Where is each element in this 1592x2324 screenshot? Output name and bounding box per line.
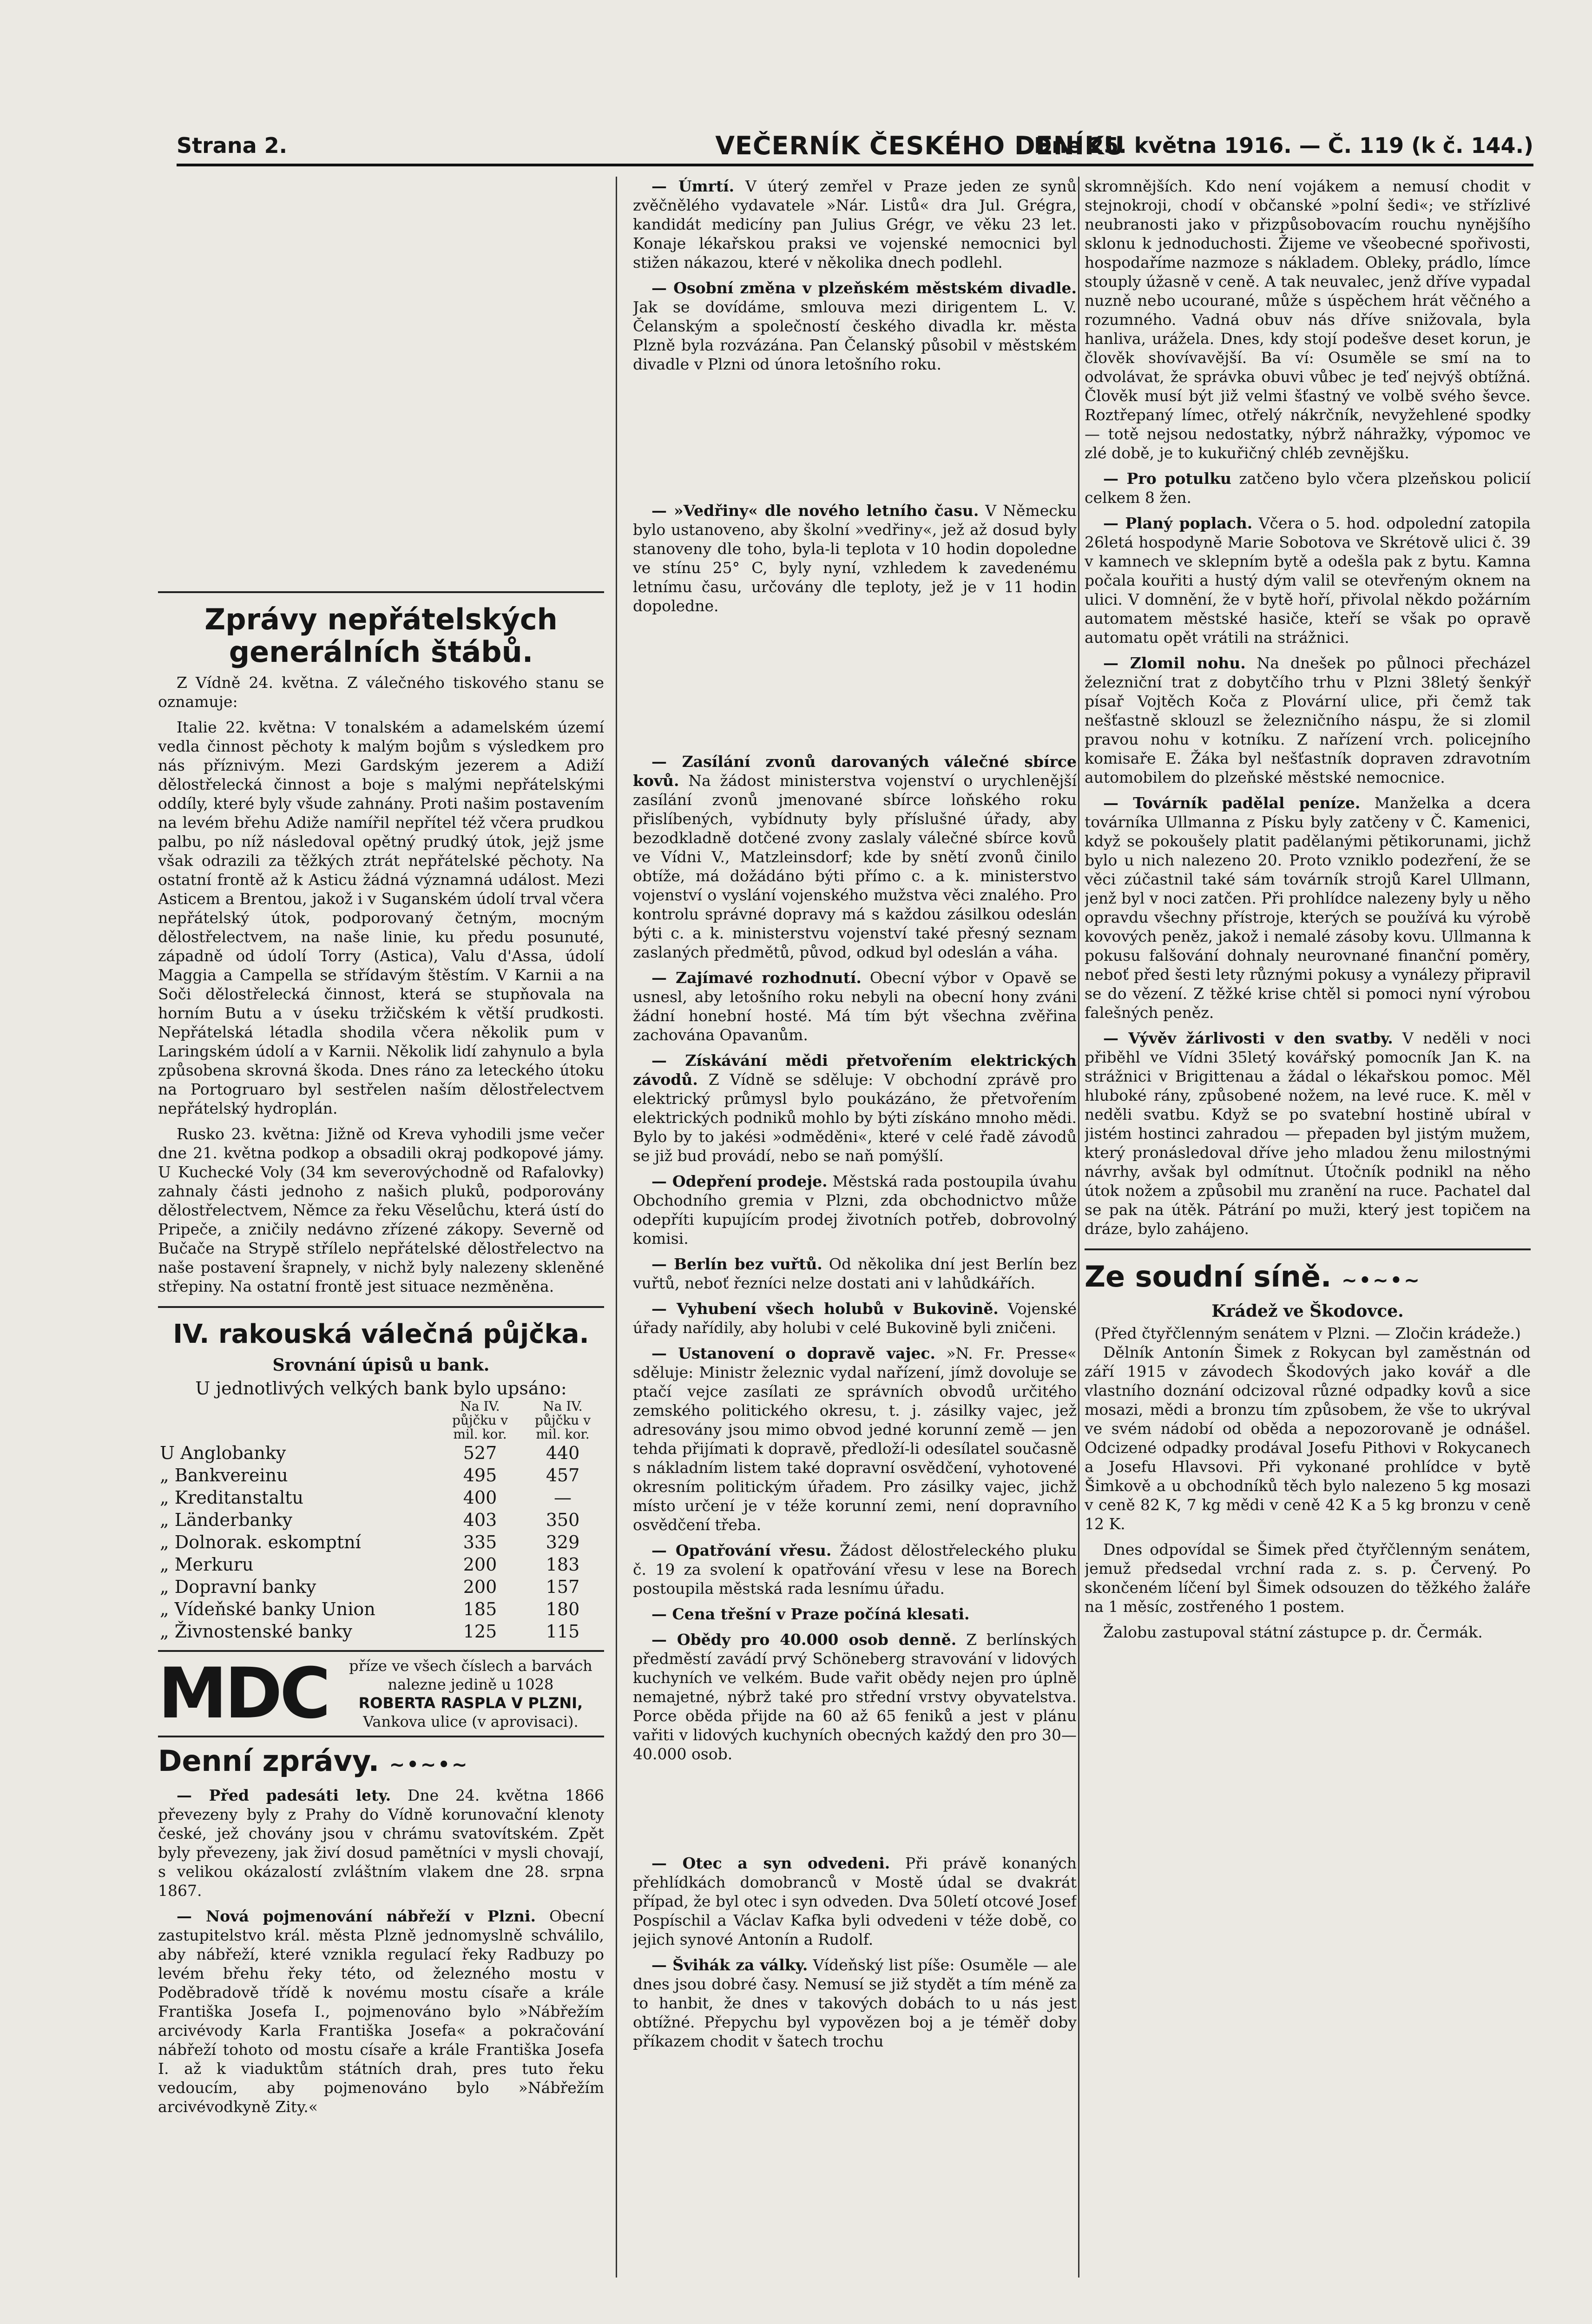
table-intro: U jednotlivých velkých bank bylo upsáno: bbox=[195, 1378, 567, 1399]
value-b: 180 bbox=[546, 1599, 580, 1619]
section-title: Ze soudní síně. ~•~•~ bbox=[1085, 1260, 1421, 1294]
paragraph: — Planý poplach. Včera o 5. hod. odpolední zatopila 26letá hospodyně Marie Sobotova ve Skrétově ulici č. 39 v kamnech ve sklepním bytě a odešla pak z bytu. Kamna počala kouřiti a hustý dým valil se otevřeným oknem na ulici. V domnění, že v bytě hoří, přivolal někdo požárním automatem městské hasiče, kteří se však po opravě automatu opět vrátili na strážnici. bbox=[1085, 514, 1531, 647]
column-rule-2 bbox=[1078, 177, 1079, 2278]
table-row bbox=[158, 1598, 604, 1620]
paragraph: Dělník Antonín Šimek z Rokycan byl zaměstnán od září 1915 v závodech Škodových jako kovář a dle vlastního doznání odcizoval různé odpadky kovů a sice mosazi, mědi a bronzu tím způsobem, že vše to ukrýval ve svém nádobí od oběda a nepozorovaně je odnášel. Odcizené odpadky prodával Josefu Pithovi v Rokycanech a Josefu Hlavsovi. Při vykonané prohlídce v bytě Šimkově a u obchodníků těch bylo nalezeno 5 kg mosazi v ceně 82 K, 7 kg mědi v ceně 42 K a 5 kg bronzu v ceně 12 K. bbox=[1085, 1343, 1531, 1533]
paragraph: — Vývěv žárlivosti v den svatby. V neděli v noci přiběhl ve Vídni 35letý kovářský pomocník Jan K. na strážnici v Brigittenau a žádal o lékařskou pomoc. Měl hluboké rány, způsobené nožem, na levé ruce. K. měl v neděli svatbu. Když se po svatební hostině ubíral v jistém hostinci zahradou — přepaden byl jistým mužem, který pronásledoval dříve jeho mladou ženu milostnými návrhy, avšak byl odmítnut. Útočník podnikl na něho útok nožem a způsobil mu zranění na ruce. Pachatel dal se pak na útěk. Pátrání po muži, který jest topičem na dráze, bylo zahájeno. bbox=[1085, 1029, 1531, 1238]
ornament-icon: ~•~•~ bbox=[1342, 1270, 1421, 1291]
bank-name: „ Bankvereinu bbox=[160, 1465, 288, 1486]
loans-table bbox=[158, 1399, 604, 1643]
blank-area bbox=[158, 177, 604, 581]
value-b: 115 bbox=[546, 1621, 580, 1642]
table-row bbox=[158, 1486, 604, 1509]
value-b: 157 bbox=[546, 1577, 580, 1597]
column-header: Na IV. půjčku v mil. kor. bbox=[452, 1399, 508, 1442]
value-a: 400 bbox=[463, 1487, 497, 1508]
ad-line: příze ve všech číslech a barvách nalezne jedině u 1028 bbox=[349, 1657, 592, 1693]
table-row bbox=[158, 1620, 604, 1643]
divider bbox=[158, 1306, 604, 1308]
paragraph: — Zasílání zvonů darovaných válečné sbírce kovů. Na žádost ministerstva vojenství o urychlenější zasílání zvonů jmenované sbírce loňského roku přislíbených, vybídnuty byly příslušné úřady, aby bezodkladně dotčené zvony zaslaly válečné sbírce kovů ve Vídni V., Matzleinsdorf; kde by snětí zvonů činilo obtíže, má dožádáno býti přímo c. a k. ministerstvo vojenství o vyslání vojenského mužstva věci znalého. Pro kontrolu správné dopravy má s každou zásilkou odeslán býti c. a k. ministerstvu vojenství také přesný seznam zaslaných předmětů, původ, odkud byl odeslán a váha. bbox=[633, 753, 1077, 961]
blank-area bbox=[633, 380, 1077, 501]
paragraph: — Otec a syn odvedeni. Při právě konaných přehlídkách domobranců v Mostě údal se dvakrát případ, že byl otec i syn odveden. Dva 50letí otcové Josef Pospíschil a Václav Kafka byli odvedeni v téže době, co jejich synové Antonín a Rudolf. bbox=[633, 1854, 1077, 1948]
article-soud bbox=[1085, 1261, 1531, 1642]
column-2 bbox=[633, 177, 1077, 2291]
paragraph: — Vyhubení všech holubů v Bukovině. Vojenské úřady nařídily, aby holubi v celé Bukovině byli zničeni. bbox=[633, 1300, 1077, 1337]
value-a: 185 bbox=[463, 1599, 497, 1619]
paragraph: Dnes odpovídal se Šimek před čtyřčlenným senátem, jemuž předsedal vrchní rada z. s. p. Červený. Po skončeném líčení byl Šimek odsouzen do těžkého žaláře na 1 měsíc, zostřeného 1 postem. bbox=[1085, 1540, 1531, 1616]
bank-name: „ Merkuru bbox=[160, 1554, 254, 1575]
value-b: — bbox=[554, 1487, 572, 1508]
value-a: 527 bbox=[463, 1443, 497, 1463]
paragraph: Italie 22. května: V tonalském a adamelském území vedla činnost pěchoty k malým bojům s výsledkem pro nás příznivým. Mezi Gardským jezerem a Adiží dělostřelecká činnost a boje s malými nepřátelskými oddíly, které byly všude zahnány. Proti našim postavením na levém břehu Adiže namířil nepřítel též včera prudkou palbu, po níž následoval opětný prudký útok, jejž jsme však odrazili za těžkých ztrát nepřátelské pěchoty. Na ostatní frontě až k Asticu žádná významná událost. Mezi Asticem a Brentou, jakož i v Suganském údolí trval včera nepřátelský útok, podporovaný četným, mocným dělostřelectvem, na naše linie, ku předu posunuté, západně od údolí Torry (Astica), Valu d'Assa, údolí Maggia a Campella se střídavým štěstím. V Karnii a na Soči dělostřelecká činnost, která se stupňovala na horním Butu a v úseku tržičském k větší prudkosti. Nepřátelská létadla shodila včera několik pum v Laringském údolí a v Karnii. Několik lidí zahynulo a byla způsobena skrovná škoda. Dnes ráno za leteckého útoku na Portogruaro byl sestřelen naším dělostřelectvem nepřátelský hydroplán. bbox=[158, 718, 604, 1117]
table-row bbox=[158, 1509, 604, 1531]
divider bbox=[1085, 1248, 1531, 1250]
newspaper-title: VEČERNÍK ČESKÉHO DENÍKU bbox=[715, 131, 1125, 160]
paragraph: — Zajímavé rozhodnutí. Obecní výbor v Opavě se usnesl, aby letošního roku nebyli na obecní hony zváni žádní honební hosté. Má tím být všechna zvěřina zachována Opavanům. bbox=[633, 969, 1077, 1044]
paragraph: — Před padesáti lety. Dne 24. května 1866 převezeny byly z Prahy do Vídně korunovační klenoty české, jež chovány jsou v chrámu svatovítském. Zpět byly převezeny, jak živí dosud pamětníci v mysli chovají, s velikou okázalostí zvláštním vlakem dne 28. srpna 1867. bbox=[158, 1786, 604, 1900]
issue-date: Dne 25. května 1916. — Č. 119 (k č. 144.) bbox=[1034, 133, 1533, 158]
table-row bbox=[158, 1576, 604, 1598]
ornament-icon: ~•~•~ bbox=[389, 1754, 469, 1776]
article-subtitle: Krádež ve Škodovce. bbox=[1211, 1301, 1404, 1321]
article-subtitle: Srovnání úpisů u bank. bbox=[272, 1355, 490, 1375]
table-row bbox=[158, 1553, 604, 1576]
value-a: 403 bbox=[463, 1510, 497, 1530]
paragraph: — Zlomil nohu. Na dnešek po půlnoci přecházel železniční trat z dobytčího trhu v Plzni 38letý šenkýř písař Vojtěch Koča z Plovární ulice, při čemž tak nešťastně sklouzl se železničního náspu, že si zlomil pravou nohu v kotníku. Z nařízení vrch. policejního komisaře E. Žáka byl nešťastník dopraven zdravotním automobilem do plzeňské městské nemocnice. bbox=[1085, 654, 1531, 786]
value-a: 125 bbox=[463, 1621, 497, 1642]
value-b: 350 bbox=[546, 1510, 580, 1530]
value-b: 329 bbox=[546, 1532, 580, 1552]
paragraph: — Berlín bez vuřtů. Od několika dní jest Berlín bez vuřtů, neboť řezníci nelze dostati ani v lahůdkářích. bbox=[633, 1255, 1077, 1292]
page-header bbox=[177, 131, 1533, 166]
bank-name: U Anglobanky bbox=[160, 1443, 286, 1463]
paragraph: — Nová pojmenování nábřeží v Plzni. Obecní zastupitelstvo král. města Plzně jednomyslně schválilo, aby nábřeží, které vznikla regulací řeky Radbuzy po levém břehu řeky této, od železného mostu v Poděbradově třídě k novému mostu císaře a krále Františka Josefa I., pojmenováno bylo »Nábřežím arcivévody Karla Františka Josefa« a pokračování nábřeží tohoto od mostu císaře a krále Františka Josefa I. až k viaduktům státních drah, pres tuto řeku vedoucím, aby pojmenováno bylo »Nábřežím arcivévodkyně Zity.« bbox=[158, 1907, 604, 2116]
court-note: (Před čtyřčlenným senátem v Plzni. — Zločin krádeže.) bbox=[1094, 1324, 1521, 1342]
paragraph: — Odepření prodeje. Městská rada postoupila úvahu Obchodního gremia v Plzni, zda obchodnictvo může odepříti kupujícím prodej životních potřeb, dobrovolný komisi. bbox=[633, 1172, 1077, 1248]
blank-area bbox=[633, 622, 1077, 752]
paragraph: Rusko 23. května: Jižně od Kreva vyhodili jsme večer dne 21. května podkop a obsadili okraj podkopové jámy. U Kuchecké Voly (34 km severovýchodně od Rafalovky) zahnaly části jednoho z našich pluků, podporovány dělostřelectvem, Němce za řeku Věselůchu, která ústí do Pripeče, a zničily nedávno zřízené zákopy. Severně od Bučače na Strypě střílelo nepřátelské dělostřelectvo na naše postavení šrapnely, v nichž byly nalezeny skleněné střepiny. Na ostatní frontě jest situace nezměněna. bbox=[158, 1125, 604, 1295]
value-a: 200 bbox=[463, 1554, 497, 1575]
bank-name: „ Dolnorak. eskomptní bbox=[160, 1532, 361, 1552]
paragraph: — Továrník padělal peníze. Manželka a dcera továrníka Ullmanna z Písku byly zatčeny v Č. Kamenici, když se pokoušely platit padělanými pětikorunami, jichž bylo u nich nalezeno 20. Proto vzniklo podezření, že se věci zúčastnil také sám továrník strojů Karel Ullmann, jenž byl v noci zatčen. Při prohlídce nalezeny byly u něho opravdu všechny přístroje, kterých se používá ku výrobě kovových peněz, jakož i nemalé zásoby kovu. Ullmanna k pokusu falšování dohnaly neurovnané finanční poměry, neboť před šesti lety různými pokusy a vynálezy připravil se do vězení. Z těžké krise chtěl si pomoci nyní výrobou falešných peněz. bbox=[1085, 794, 1531, 1022]
bank-name: „ Länderbanky bbox=[160, 1510, 293, 1530]
section-title: Denní zprávy. ~•~•~ bbox=[158, 1744, 469, 1778]
article-title: IV. rakouská válečná půjčka. bbox=[173, 1319, 589, 1349]
advertisement bbox=[158, 1650, 604, 1737]
value-a: 335 bbox=[463, 1532, 497, 1552]
ad-line: Vankova ulice (v aprovisaci). bbox=[363, 1713, 579, 1730]
ad-line: ROBERTA RASPLA V PLZNI, bbox=[358, 1694, 583, 1712]
paragraph: Žalobu zastupoval státní zástupce p. dr. Čermák. bbox=[1103, 1623, 1483, 1641]
column-3 bbox=[1085, 177, 1531, 2291]
bank-name: „ Vídeňské banky Union bbox=[160, 1599, 375, 1619]
article-title: Zprávy nepřátelských generálních štábů. bbox=[204, 602, 558, 669]
table-row bbox=[158, 1442, 604, 1464]
paragraph: — Obědy pro 40.000 osob denně. Z berlínských předměstí zavádí prvý Schöneberg stravování v lidových kuchyních ve velkém. Bude vařit obědy nejen pro úplně nemajetné, nýbrž také pro střední vrstvy obyvatelstva. Porce oběda přijde na 60 až 65 feniků a jest v plánu vařiti v lidových kuchyních obecných každý den pro 30—40.000 osob. bbox=[633, 1631, 1077, 1763]
ad-text bbox=[337, 1657, 604, 1731]
paragraph: — Získávání mědi přetvořením elektrických závodů. Z Vídně se sděluje: V obchodní zprávě pro elektrický průmysl bylo poukázáno, že přetvořením elektrických podniků mohlo by býti získáno mnoho mědi. Bylo by to jakési »odměděni«, které v celé řadě závodů se již bud provádí, nebo se naň pomýšlí. bbox=[633, 1051, 1077, 1165]
value-a: 495 bbox=[463, 1465, 497, 1486]
paragraph: Z Vídně 24. května. Z válečného tiskového stanu se oznamuje: bbox=[158, 673, 604, 711]
table-row bbox=[158, 1464, 604, 1486]
bank-name: „ Kreditanstaltu bbox=[160, 1487, 304, 1508]
table-header-row bbox=[158, 1399, 604, 1442]
article-denni-zpravy bbox=[158, 1745, 604, 2116]
paragraph: — Cena třešní v Praze počíná klesati. bbox=[651, 1605, 970, 1623]
page-number: Strana 2. bbox=[177, 133, 288, 158]
paragraph: — Ustanovení o dopravě vajec. »N. Fr. Presse« sděluje: Ministr železnic vydal nařízení, jímž dovoluje se ptačí vejce zasílati ze správních obvodů určitého zemského politického okresu, t. j. zásilky vajec, jež adresovány jsou mimo obvod jedné korunní země — jen tehda přijímati k dopravě, předloží-li odesílatel současně s nákladním listem také dopravní osvědčení, vyhotovené okresním politickým úřadem. Pro zásilky vajec, jichž místo určení je v téže korunní zemi, není dopravního osvědčení třeba. bbox=[633, 1344, 1077, 1534]
divider bbox=[158, 591, 604, 593]
paragraph: — Pro potulku zatčeno bylo včera plzeňskou policií celkem 8 žen. bbox=[1085, 469, 1531, 507]
article-pujcka bbox=[158, 1318, 604, 1643]
bank-name: „ Dopravní banky bbox=[160, 1577, 316, 1597]
paragraph: — Úmrtí. V úterý zemřel v Praze jeden ze synů zvěčnělého vydavatele »Nár. Listů« dra Jul. Grégra, kandidát medicíny pan Julius Grégr, ve věku 23 let. Konaje lékařskou praksi ve vojenské nemocnici byl stižen nákazou, které v několika dnech podlehl. bbox=[633, 177, 1077, 271]
blank-area bbox=[633, 1770, 1077, 1854]
value-b: 183 bbox=[546, 1554, 580, 1575]
value-b: 440 bbox=[546, 1443, 580, 1463]
value-a: 200 bbox=[463, 1577, 497, 1597]
ad-logo: MDC bbox=[158, 1653, 328, 1734]
table-row bbox=[158, 1531, 604, 1553]
column-header: Na IV. půjčku v mil. kor. bbox=[534, 1399, 591, 1442]
value-b: 457 bbox=[546, 1465, 580, 1486]
paragraph: — Švihák za války. Vídeňský list píše: Osuměle — ale dnes jsou dobré časy. Nemusí se již stydět a tím méně za to hanbit, že dnes v takových dobách to u nás jest obtížné. Přepychu byl vypovězen boj a je téměř doby příkazem chodit v šatech trochu bbox=[633, 1956, 1077, 2050]
column-1 bbox=[158, 177, 604, 2291]
paragraph: — Osobní změna v plzeňském městském divadle. Jak se dovídáme, smlouva mezi dirigentem L. V. Čelanským a společností českého divadla kr. města Plzně byla rozvázána. Pan Čelanský působil v městském divadle v Plzni od února letošního roku. bbox=[633, 279, 1077, 373]
column-rule-1 bbox=[616, 177, 617, 2278]
article-staby bbox=[158, 603, 604, 1296]
paragraph: skromnějších. Kdo není vojákem a nemusí chodit v stejnokroji, chodí v občanské »polní šedi«; ve střízlivé neubranosti jako v přizpůsobovacím rouchu nynějšího sklonu k jednoduchosti. Žijeme ve všeobecné spořivosti, hospodaříme nazmoze s nákladem. Obleky, prádlo, límce stouply úžasně v ceně. A tak neuvalec, jenž dříve vypadal nuzně nebo ucourané, může s úspěchem hrát věčného a rozumného. Vadná obuv nás dříve snižovala, byla hanliva, urážela. Dnes, kdy stojí podešve deset korun, je člověk shovívavější. Ba ví: Osuměle se smí na to odvolávat, že správka obuvi vůbec je teď nejvýš obtížná. Člověk musí být již velmi šťastný ve volbě svého ševce. Roztřepaný límec, otřelý nákrčník, nevyžehlené spodky — totě nejsou nedostatky, nýbrž náhražky, výpomoc ve zlé době, je to kukuřičný chléb zevnějšku. bbox=[1085, 177, 1531, 462]
bank-name: „ Živnostenské banky bbox=[160, 1621, 352, 1642]
paragraph: — Opatřování vřesu. Žádost dělostřeleckého pluku č. 19 za svolení k opatřování vřesu v lese na Borech postoupila městská rada lesnímu úřadu. bbox=[633, 1541, 1077, 1598]
paragraph: — »Vedřiny« dle nového letního času. V Německu bylo ustanoveno, aby školní »vedřiny«, jež až dosud byly stanoveny dle toho, byla-li teplota v 10 hodin dopoledne ve stínu 25° C, byly nyní, vzhledem k zavedenému letnímu času, určovány dle teploty, jež je v 11 hodin dopoledne. bbox=[633, 502, 1077, 615]
